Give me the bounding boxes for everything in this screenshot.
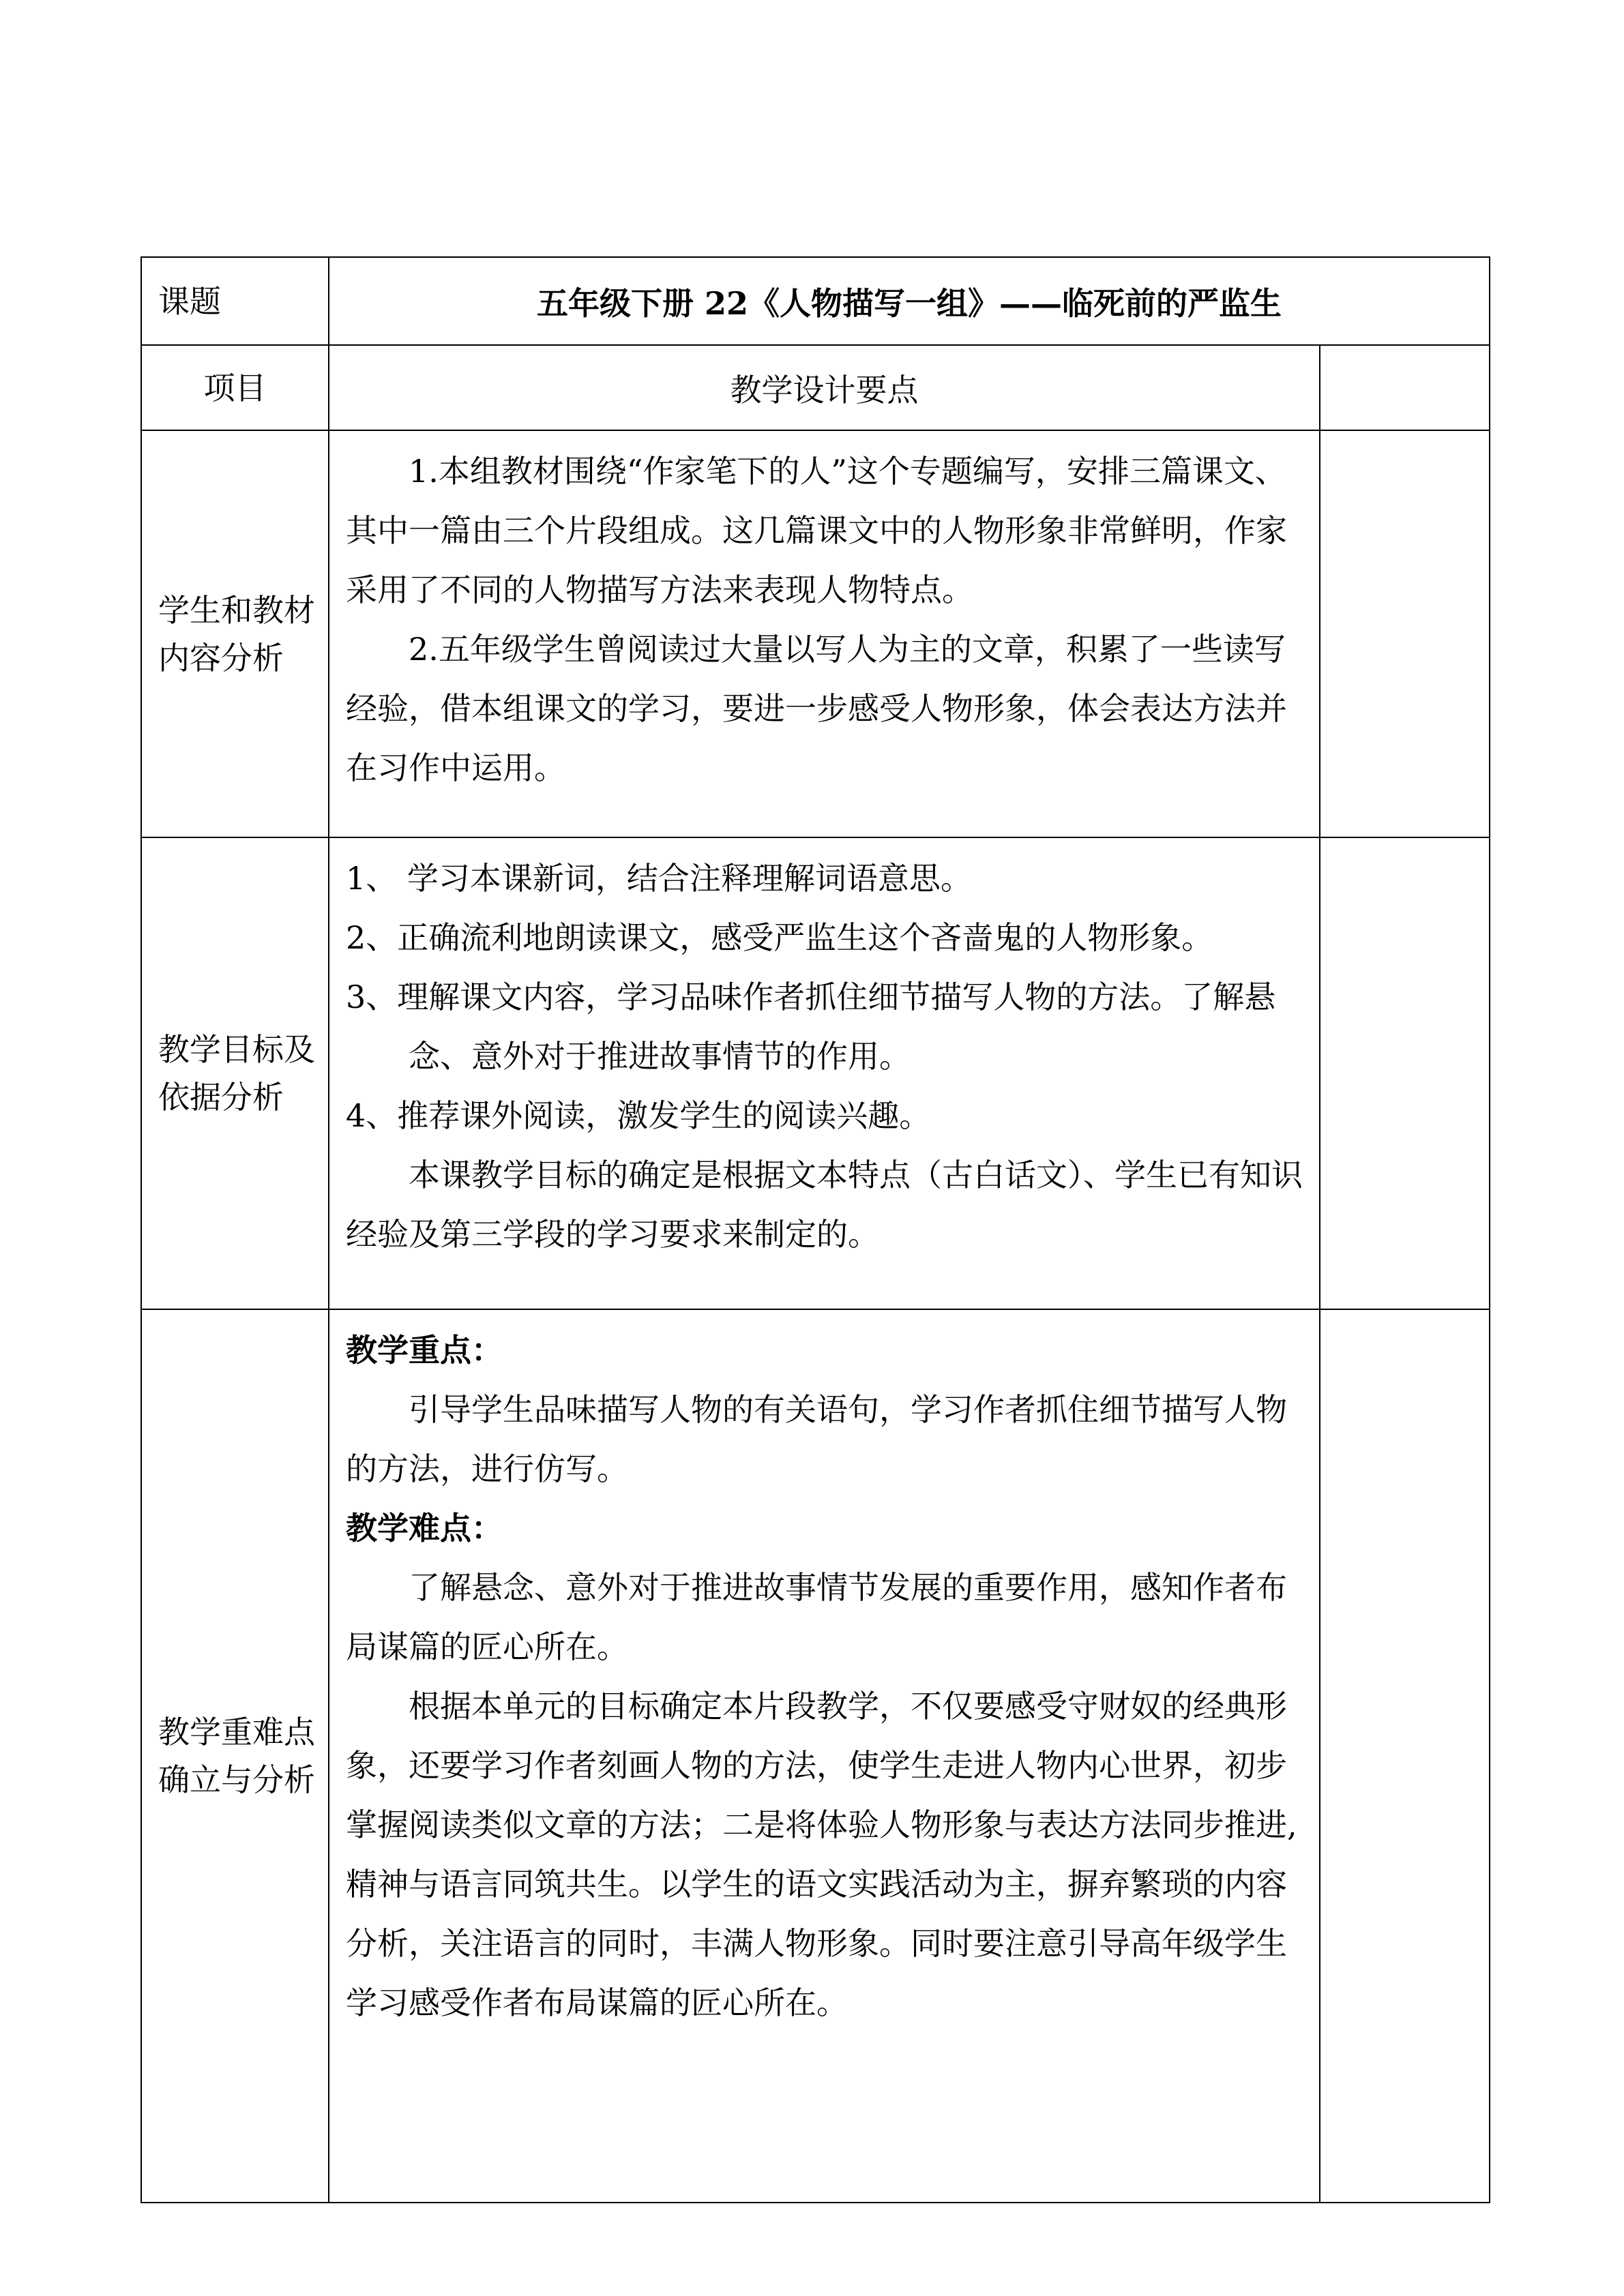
rationale-text: 根据本单元的目标确定本片段教学，不仅要感受守财奴的经典形象，还要学习作者刻画人物的方法，使学生走进人物内心世界，初步掌握阅读类似文章的方法；二是将体验人物形象与表达方法同步推进,精神与语言同筑共生。以学生的语文实践活动为主，摒弃繁琐的内容分析，关注语言的同时，丰满人物形象。同时要注意引导高年级学生学习感受作者布局谋篇的匠心所在。 [346,1688,1297,2021]
goals-label: 教学目标及依据分析 [141,837,329,1309]
header-row [141,345,1490,430]
keypoints-content [329,1309,1320,2203]
goals-note: 本课教学目标的确定是根据文本特点（古白话文）、学生已有知识经验及第三学段的学习要求来制定的。 [346,1157,1303,1253]
lesson-title: 五年级下册 22《人物描写一组》——临死前的严监生 [329,257,1490,345]
goals-content [329,837,1320,1309]
header-label: 项目 [141,345,329,430]
analysis-label: 学生和教材内容分析 [141,430,329,837]
goals-row [141,837,1490,1309]
goal-item: 4、推荐课外阅读，激发学生的阅读兴趣。 [346,1097,931,1134]
analysis-row [141,430,1490,837]
header-title: 教学设计要点 [329,345,1320,430]
analysis-content [329,430,1320,837]
notes-cell [1320,1309,1490,2203]
difficulty-text: 了解悬念、意外对于推进故事情节发展的重要作用，感知作者布局谋篇的匠心所在。 [346,1569,1287,1665]
focus-text: 引导学生品味描写人物的有关语句，学习作者抓住细节描写人物的方法，进行仿写。 [346,1391,1287,1487]
difficulty-heading: 教学难点： [346,1510,503,1547]
lesson-plan-table [141,256,1490,2203]
notes-cell [1320,345,1490,430]
analysis-paragraph: 1.本组教材围绕“作家笔下的人”这个专题编写，安排三篇课文、其中一篇由三个片段组成。这几篇课文中的人物形象非常鲜明，作家采用了不同的人物描写方法来表现人物特点。 [346,453,1287,608]
focus-heading: 教学重点： [346,1332,503,1369]
keypoints-label: 教学重难点确立与分析 [141,1309,329,2203]
keypoints-row [141,1309,1490,2203]
goal-item: 2、正确流利地朗读课文，感受严监生这个吝啬鬼的人物形象。 [346,919,1213,956]
title-label: 课题 [141,257,329,345]
title-row [141,257,1490,345]
notes-cell [1320,430,1490,837]
notes-cell [1320,837,1490,1309]
goal-item: 1、 学习本课新词，结合注释理解词语意思。 [346,860,972,897]
goal-item: 3、理解课文内容，学习品味作者抓住细节描写人物的方法。了解悬念、意外对于推进故事情节的作用。 [346,979,1276,1075]
analysis-paragraph: 2.五年级学生曾阅读过大量以写人为主的文章，积累了一些读写经验，借本组课文的学习，要进一步感受人物形象，体会表达方法并在习作中运用。 [346,631,1287,786]
